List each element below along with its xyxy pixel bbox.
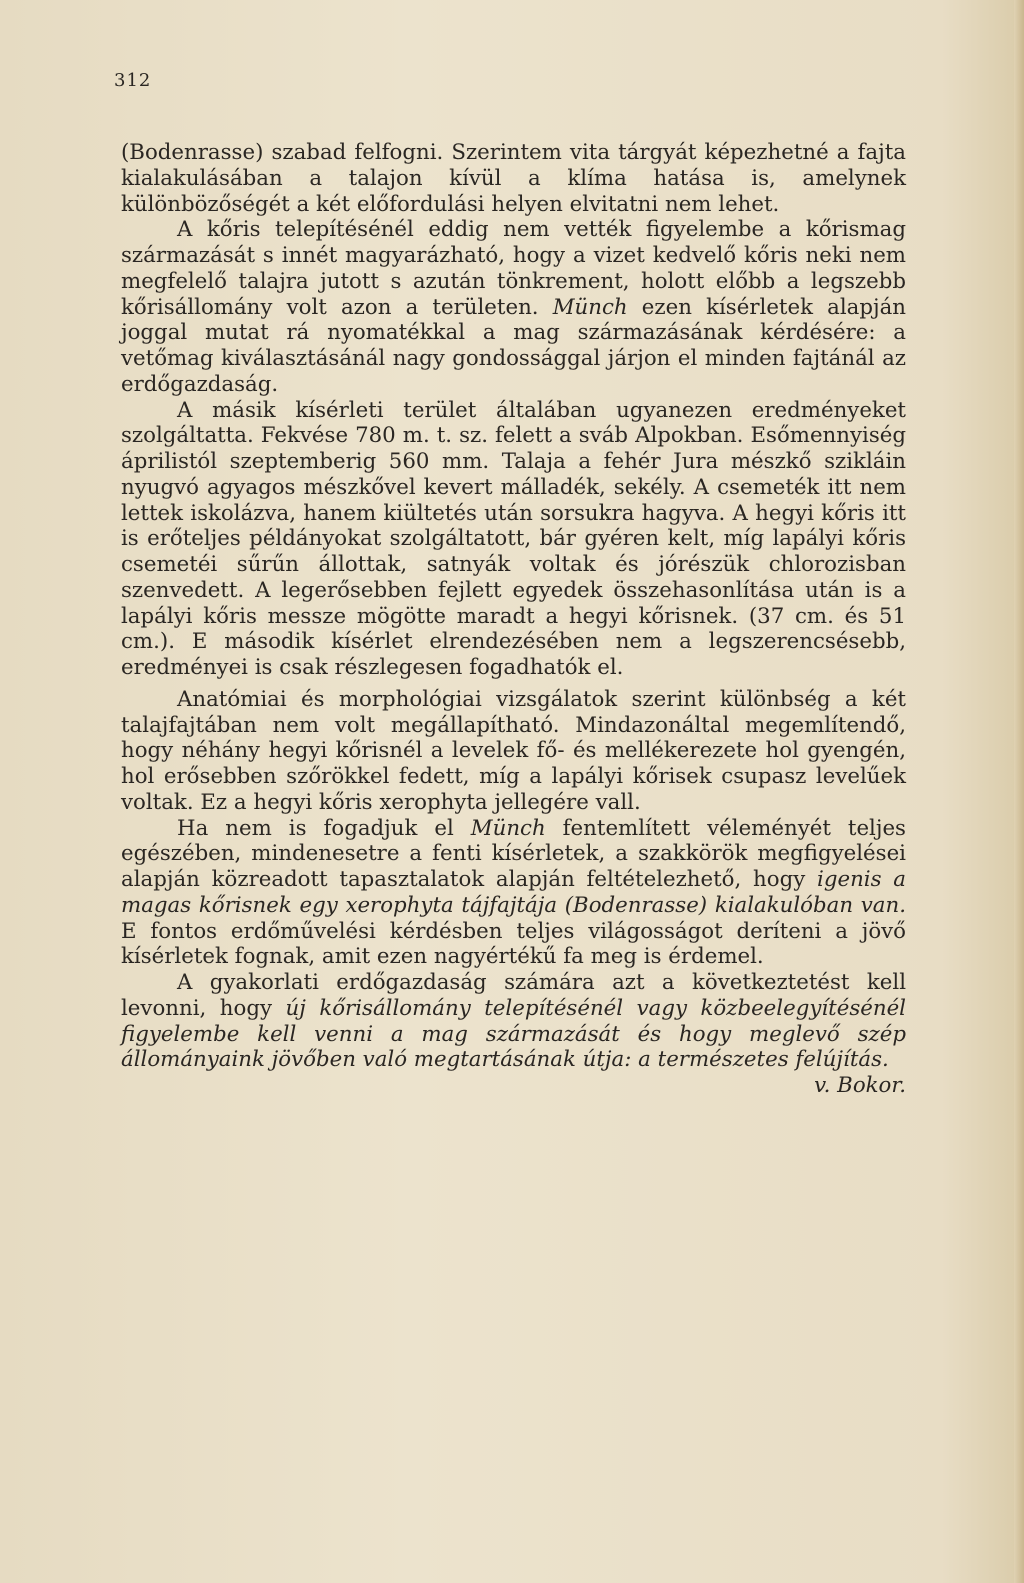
paragraph-3: A másik kísérleti terület általában ugyanezen eredményeket szolgáltatta. Fekvése 780 m. t. sz. felett a sváb Alpokban. Esőmennyiség áprilistól szeptemberig 560 mm. Talaja a fehér Jura mészkő szikláin nyugvó agyagos mészkővel kevert málladék, sekély. A csemeték itt nem lettek iskolázva, hanem kiültetés után sorsukra hagyva. A hegyi kőris itt is erőteljes példányokat szolgáltatott, bár gyéren kelt, míg lapályi kőris csemetéi sűrűn állottak, satnyák voltak és jórészük chlorozisban szenvedett. A legerősebben fejlett egyedek összehasonlítása után is a lapályi kőris messze mögötte maradt a hegyi kőrisnek. (37 cm. és 51 cm.). E második kísérlet elrendezésében nem a legszerencsésebb, eredményei is csak részlegesen fogadhatók el. bbox=[121, 397, 906, 680]
author-signature: v. Bokor. bbox=[814, 1073, 906, 1098]
paragraph-6-emphasis: új kőrisállomány telepítésénél vagy közbeelegyítésénél figyelembe kell venni a mag származását és hogy meglevő szép állományaink jövőben való megtartásának útja: a természetes felújítás. bbox=[121, 995, 906, 1073]
paragraph-5-text-end: E fontos erdőművelési kérdésben teljes világosságot deríteni a jövő kísérletek fognak, amit ezen nagyértékű fa meg is érdemel. bbox=[121, 918, 906, 970]
page-edge bbox=[1014, 0, 1024, 1583]
paragraph-6 bbox=[121, 970, 906, 1098]
paragraph-5-text-cont: fentemlített véleményét teljes egészében, mindenesetre a fenti kísérletek, a szakkörök megfigyelései alapján közreadott tapasztalatok alapján feltételezhető, hogy bbox=[121, 815, 906, 892]
paragraph-4: Anatómiai és morphológiai vizsgálatok szerint különbség a két talajfajtában nem volt megállapítható. Mindazonáltal megemlítendő, hogy néhány hegyi kőrisnél a levelek fő- és mellékerezete hol gyengén, hol erősebben szőrökkel fedett, míg a lapályi kőrisek csupasz levelűek voltak. Ez a hegyi kőris xerophyta jellegére vall. bbox=[121, 686, 906, 815]
paragraph-1: (Bodenrasse) szabad felfogni. Szerintem vita tárgyát képezhetné a fajta kialakulásában a talajon kívül a klíma hatása is, amelynek különbözőségét a két előfordulási helyen elvitatni nem lehet. bbox=[121, 140, 906, 217]
paragraph-2 bbox=[121, 217, 906, 397]
paragraph-2-text-cont: ezen kísérletek alapján joggal mutat rá nyomatékkal a mag származásának kérdésére: a vetőmag kiválasztásánál nagy gondossággal járjon el minden fajtánál az erdőgazdaság. bbox=[121, 294, 907, 397]
paragraph-5 bbox=[121, 816, 906, 971]
author-name-munch: Münch bbox=[552, 294, 628, 320]
paragraph-5-emphasis: igenis a magas kőrisnek egy xerophyta tájfajtája (Bodenrasse) kialakulóban van. bbox=[121, 867, 906, 918]
body-text bbox=[121, 140, 906, 1099]
paragraph-6-text: A gyakorlati erdőgazdaság számára azt a következtetést kell levonni, hogy bbox=[121, 970, 906, 1021]
paragraph-2-text: A kőris telepítésénél eddig nem vették figyelembe a kőrismag származását s innét magyarázható, hogy a vizet kedvelő kőris neki nem megfelelő talajra jutott s azután tönkrement, holott előbb a legszebb kőrisállomány volt azon a területen. bbox=[121, 217, 906, 320]
author-name-munch-2: Münch bbox=[470, 815, 546, 841]
paragraph-5-text: Ha nem is fogadjuk el bbox=[177, 815, 471, 841]
page-number: 312 bbox=[114, 70, 152, 91]
